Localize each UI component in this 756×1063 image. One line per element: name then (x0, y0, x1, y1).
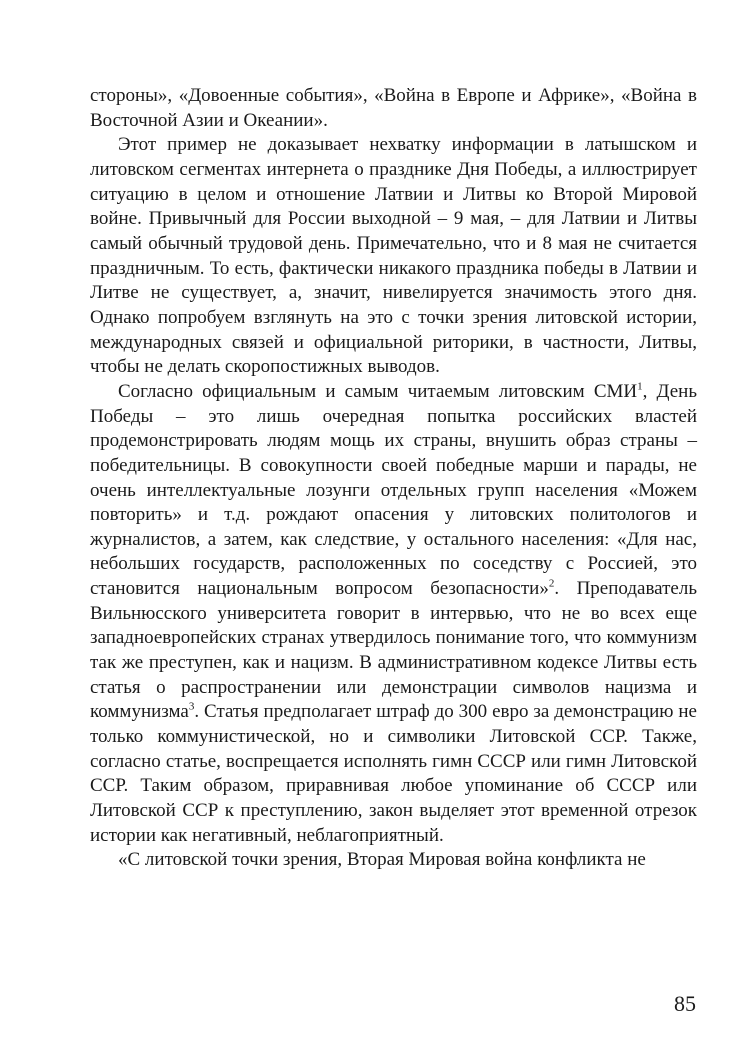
paragraph-text: стороны», «Довоенные события», «Война в Европе и Африке», «Война в Восточной Азии и Океании». (90, 85, 697, 131)
paragraph-2 (90, 133, 697, 380)
footnote-ref-2: 2 (548, 577, 555, 590)
paragraph-text: , День Победы – это лишь очередная попытка российских властей продемонстрировать людям мощь их страны, внушить образ страны – победительницы. В совокупности своей победные марши и парады, не очень интеллектуальные лозунги отдельных групп населения «Можем повторить» и т.д. рождают опасения у литовских политологов и журналистов, а затем, как следствие, у остального населения: «Для нас, небольших государств, расположенных по соседству с Россией, это становится национальным вопросом безопасности» (90, 380, 697, 600)
paragraph-text: Этот пример не доказывает нехватку информации в латышском и литовском сегментах интернета о празднике Дня Победы, а иллюстрирует ситуацию в целом и отношение Латвии и Литвы ко Второй Мировой войне. Привычный для России выходной – 9 мая, – для Латвии и Литвы самый обычный трудовой день. Примечательно, что и 8 мая не считается праздничным. То есть, фактически никакого праздника победы в Латвии и Литве не существует, а, значит, нивелируется значимость этого дня. Однако попробуем взглянуть на это с точки зрения литовской истории, международных связей и официальной риторики, в частности, Литвы, чтобы не делать скоропостижных выводов. (90, 134, 697, 378)
paragraph-3 (90, 380, 697, 848)
paragraph-1 (90, 84, 697, 133)
paragraph-4 (90, 848, 697, 873)
paragraph-text: «С литовской точки зрения, Вторая Мировая война конфликта не (118, 849, 646, 871)
footnote-ref-1: 1 (637, 380, 643, 393)
paragraph-text: . Статья предполагает штраф до 300 евро за демонстрацию не только коммунистической, но и символики Литовской ССР. Также, согласно статье, воспрещается исполнять гимн СССР или гимн Литовской ССР. Таким образом, приравнивая любое упоминание об СССР или Литовской ССР к преступлению, закон выделяет этот временной отрезок истории как негативный, неблагоприятный. (90, 701, 697, 846)
page-number: 85 (674, 991, 696, 1016)
paragraph-text: Согласно официальным и самым читаемым литовским СМИ (118, 380, 638, 402)
paragraph-text: . Преподаватель Вильнюсского университета говорит в интервью, что не во всех еще западноевропейских странах утвердилось понимание того, что коммунизм так же преступен, как и нацизм. В административном кодексе Литвы есть статья о распространении или демонстрации символов нацизма и коммунизма (90, 578, 698, 723)
footnote-ref-3: 3 (188, 701, 195, 714)
page-body (90, 84, 697, 873)
